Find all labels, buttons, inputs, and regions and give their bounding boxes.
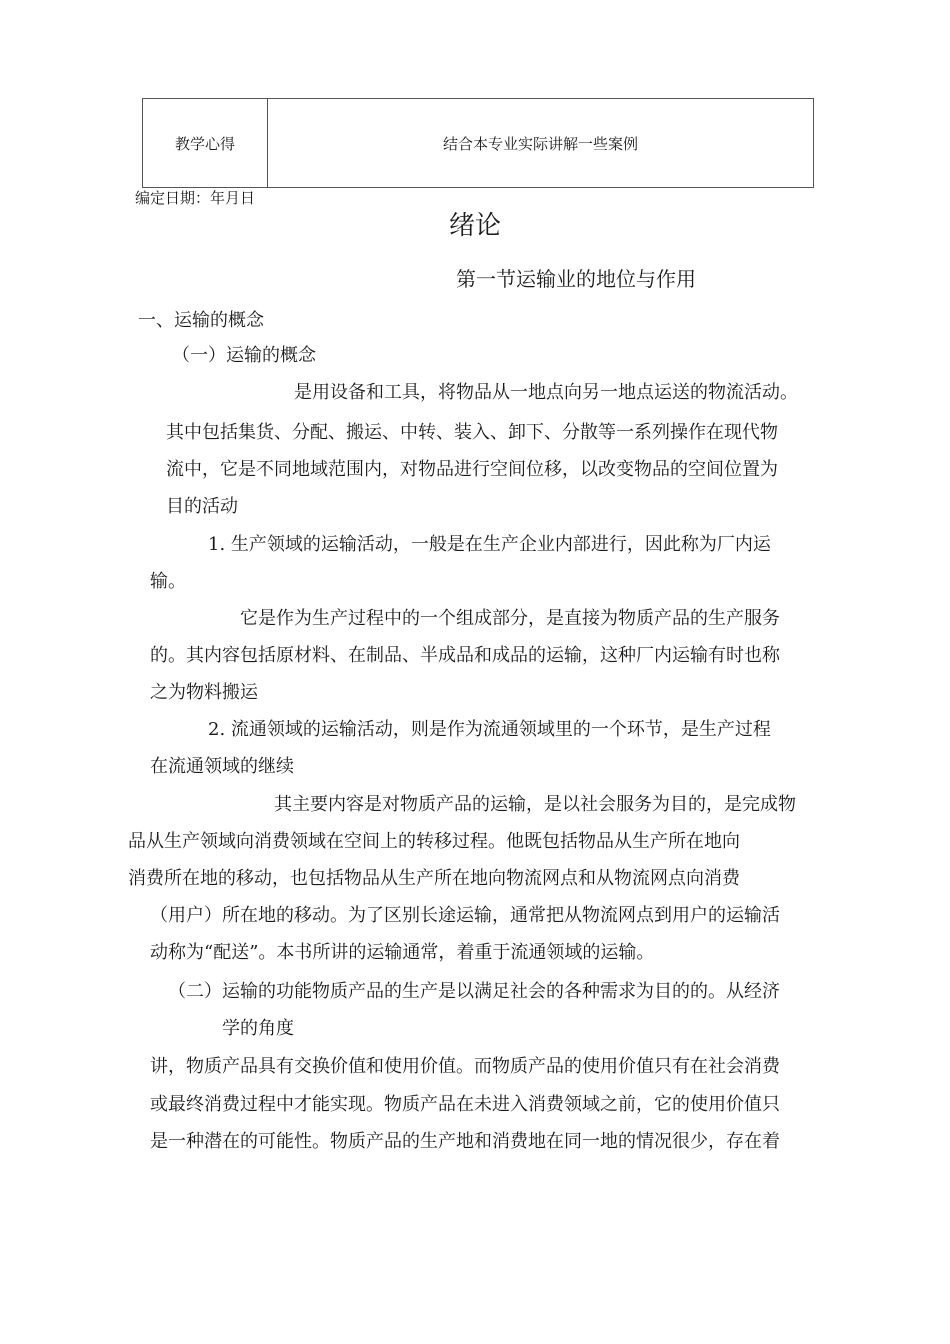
paragraph-line: 或最终消费过程中才能实现。物质产品在未进入消费领域之前，它的使用价值只 [150,1094,780,1115]
chapter-title: 绪论 [449,211,502,241]
subheading-concept: （一）运输的概念 [172,345,316,366]
paragraph-line: 的。其内容包括原材料、在制品、半成品和成品的运输，这种厂内运输有时也称 [150,645,780,666]
list-item-2: 2. 流通领域的运输活动，则是作为流通领域里的一个环节，是生产过程 [208,719,771,740]
heading-concept: 一、运输的概念 [138,310,264,331]
paragraph-line: 其中包括集货、分配、搬运、中转、装入、卸下、分散等一系列操作在现代物 [166,422,778,443]
paragraph-line: 目的活动 [166,496,238,517]
paragraph-line: 流中，它是不同地域范围内，对物品进行空间位移，以改变物品的空间位置为 [166,459,778,480]
paragraph-line: （用户）所在地的移动。为了区别长途运输，通常把从物流网点到用户的运输活 [150,905,780,926]
info-table [142,98,814,188]
paragraph-line: 它是作为生产过程中的一个组成部分，是直接为物质产品的生产服务 [240,608,780,629]
paragraph-line: 讲，物质产品具有交换价值和使用价值。而物质产品的使用价值只有在社会消费 [150,1056,780,1077]
info-table-label: 教学心得 [143,99,268,188]
paragraph-line: 在流通领域的继续 [150,756,294,777]
info-table-content: 结合本专业实际讲解一些案例 [268,99,814,188]
list-item-1: 1. 生产领域的运输活动，一般是在生产企业内部进行，因此称为厂内运 [208,534,771,555]
paragraph-line: 其主要内容是对物质产品的运输，是以社会服务为目的，是完成物 [274,794,796,815]
paragraph-line: 输。 [150,571,186,592]
paragraph-line: 消费所在地的移动，也包括物品从生产所在地向物流网点和从物流网点向消费 [128,868,740,889]
paragraph-line: 之为物料搬运 [150,682,258,703]
paragraph-line: 是用设备和工具，将物品从一地点向另一地点运送的物流活动。 [294,382,798,403]
date-line: 编定日期：年月日 [135,189,256,207]
paragraph-line: 品从生产领域向消费领域在空间上的转移过程。他既包括物品从生产所在地向 [128,831,740,852]
paragraph-line: 是一种潜在的可能性。物质产品的生产地和消费地在同一地的情况很少，存在着 [150,1131,780,1152]
paragraph-line: 学的角度 [222,1018,294,1039]
paragraph-line: 动称为“配送”。本书所讲的运输通常，着重于流通领域的运输。 [150,942,655,963]
section-title: 第一节运输业的地位与作用 [456,267,696,291]
subheading-function: （二）运输的功能物质产品的生产是以满足社会的各种需求为目的的。从经济 [168,981,780,1002]
